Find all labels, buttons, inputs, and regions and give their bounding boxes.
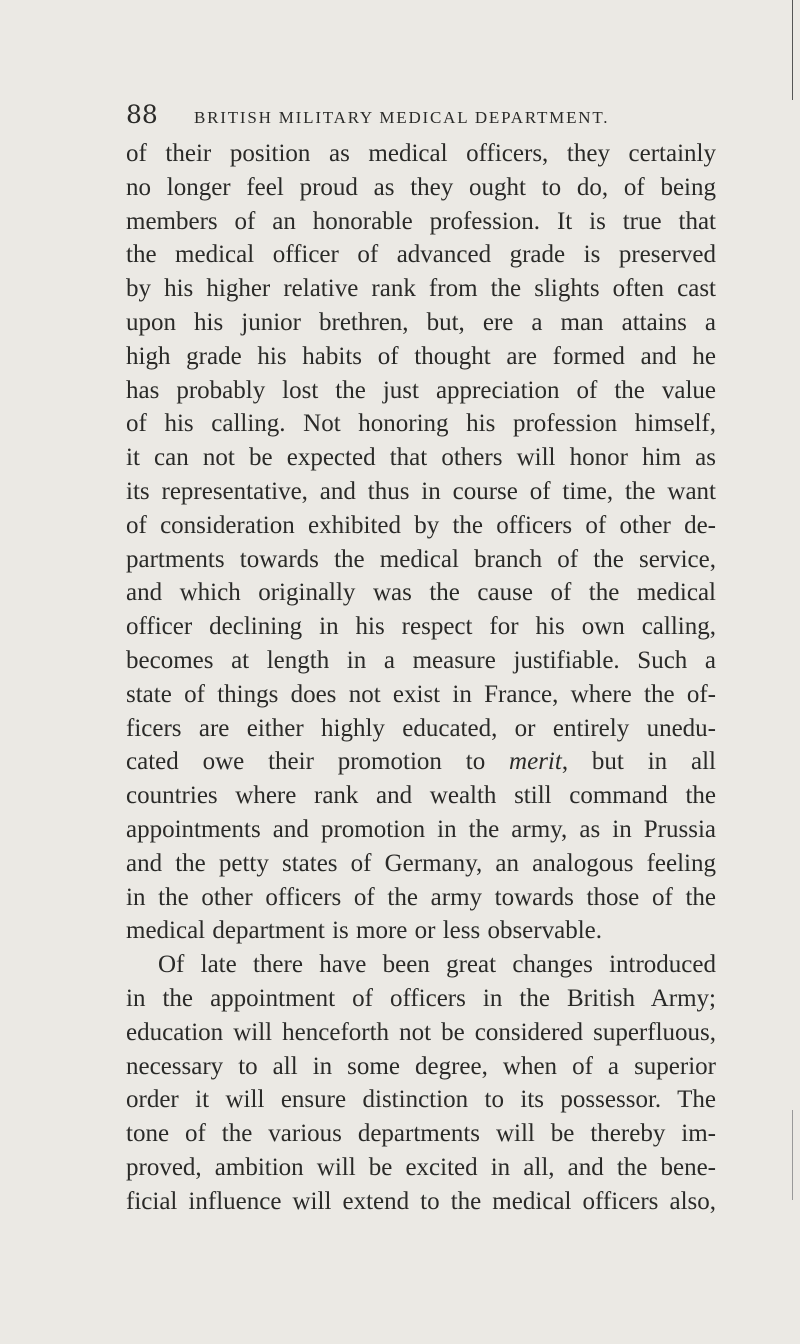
text-line: education will henceforth not be considered superfluous, bbox=[126, 1018, 716, 1046]
page-edge-line-lower bbox=[792, 1110, 793, 1200]
text-segment: , but in all bbox=[561, 748, 716, 776]
text-line: of consideration exhibited by the officers of other de- bbox=[126, 511, 716, 539]
text-line: necessary to all in some degree, when of a superior bbox=[126, 1052, 716, 1080]
paragraph-first-line: Of late there have been great changes introduced bbox=[158, 951, 716, 979]
italic-word: merit bbox=[509, 748, 562, 776]
body-text bbox=[126, 137, 716, 1219]
text-segment: cated owe their promotion to bbox=[126, 748, 510, 776]
text-line: becomes at length in a measure justifiable. Such a bbox=[126, 646, 716, 674]
text-line: ficial influence will extend to the medical officers also, bbox=[126, 1187, 716, 1215]
text-line: upon his junior brethren, but, ere a man attains a bbox=[126, 308, 716, 336]
text-line: appointments and promotion in the army, as in Prussia bbox=[126, 815, 716, 843]
text-line: it can not be expected that others will honor him as bbox=[126, 444, 716, 472]
text-line: has probably lost the just appreciation of the value bbox=[126, 376, 716, 404]
text-line: no longer feel proud as they ought to do, of being bbox=[126, 173, 716, 201]
text-line: officer declining in his respect for his own calling, bbox=[126, 613, 716, 641]
page-number: 88 bbox=[126, 100, 158, 129]
text-line: of his calling. Not honoring his profession himself, bbox=[126, 410, 716, 438]
text-line: ficers are either highly educated, or entirely unedu- bbox=[126, 714, 716, 742]
text-line: members of an honorable profession. It is true that bbox=[126, 207, 716, 235]
text-line: state of things does not exist in France, where the of- bbox=[126, 680, 716, 708]
text-line: high grade his habits of thought are formed and he bbox=[126, 342, 716, 370]
text-line: in the other officers of the army towards those of the bbox=[126, 883, 716, 911]
text-line: of their position as medical officers, they certainly bbox=[126, 140, 716, 167]
text-line: by his higher relative rank from the slights often cast bbox=[126, 275, 716, 303]
text-line: in the appointment of officers in the British Army; bbox=[126, 984, 716, 1012]
text-line: its representative, and thus in course of time, the want bbox=[126, 477, 716, 505]
text-line: countries where rank and wealth still command the bbox=[126, 782, 716, 810]
text-line: the medical officer of advanced grade is preserved bbox=[126, 241, 716, 269]
text-line: partments towards the medical branch of the service, bbox=[126, 545, 716, 573]
text-line: tone of the various departments will be thereby im- bbox=[126, 1120, 716, 1148]
text-line: and which originally was the cause of the medical bbox=[126, 579, 716, 607]
text-line: order it will ensure distinction to its possessor. The bbox=[126, 1086, 716, 1114]
text-line: and the petty states of Germany, an analogous feeling bbox=[126, 849, 716, 877]
text-line: medical department is more or less observable. bbox=[126, 917, 602, 945]
running-title: BRITISH MILITARY MEDICAL DEPARTMENT. bbox=[194, 108, 610, 127]
running-head bbox=[126, 101, 716, 131]
text-line-with-italic bbox=[126, 745, 716, 779]
text-line: proved, ambition will be excited in all, and the bene- bbox=[126, 1153, 716, 1181]
page-edge-line bbox=[792, 0, 793, 100]
